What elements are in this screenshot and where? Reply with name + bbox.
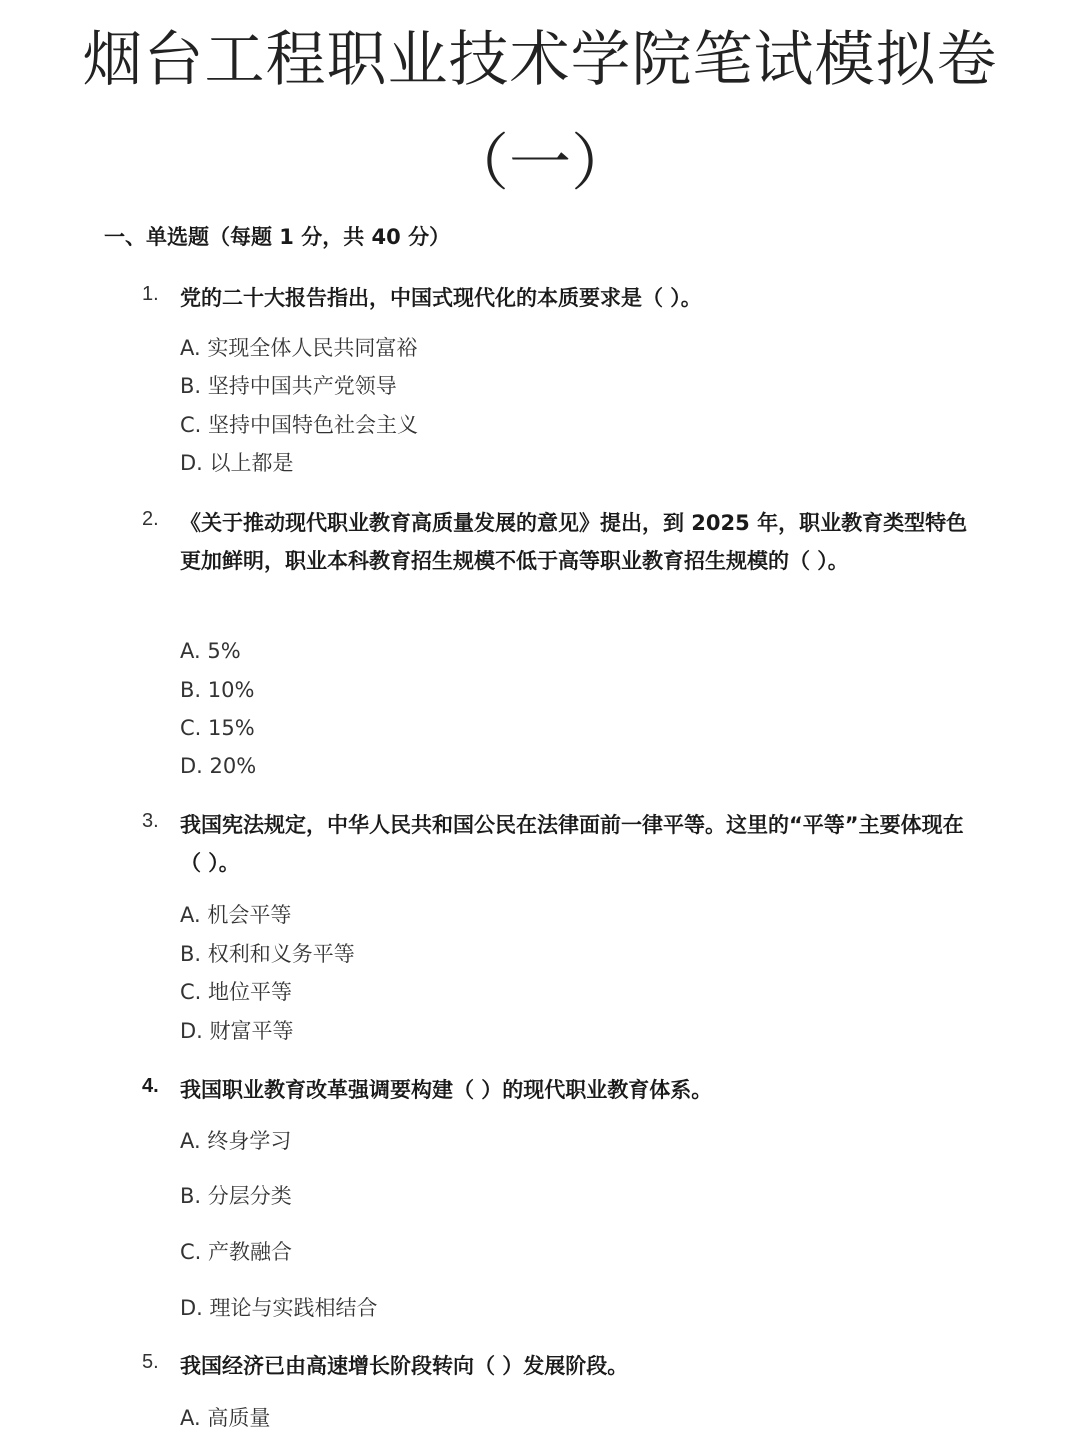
option-b: B. 坚持中国共产党领导: [180, 374, 397, 398]
exam-title-number: （一）: [446, 126, 633, 199]
section-heading: 一、单选题（每题 1 分，共 40 分）: [104, 225, 451, 249]
question-text: 我国宪法规定，中华人民共和国公民在法律面前一律平等。这里的“平等”主要体现在（ ）。: [180, 813, 964, 875]
question-text: 党的二十大报告指出，中国式现代化的本质要求是（ ）。: [180, 286, 702, 310]
option-b: B. 10%: [180, 678, 255, 702]
option-d: D. 理论与实践相结合: [180, 1296, 378, 1320]
question-number: 3.: [142, 810, 159, 832]
option-a: A. 机会平等: [180, 903, 292, 927]
option-a: A. 终身学习: [180, 1129, 292, 1153]
question-text: 我国经济已由高速增长阶段转向（ ）发展阶段。: [180, 1354, 629, 1378]
option-a: A. 5%: [180, 639, 241, 663]
option-c: C. 产教融合: [180, 1240, 293, 1264]
option-b: B. 权利和义务平等: [180, 942, 355, 966]
option-c: C. 15%: [180, 716, 255, 740]
question-number: 1.: [142, 283, 159, 305]
option-a: A. 高质量: [180, 1406, 271, 1430]
option-c: C. 地位平等: [180, 980, 293, 1004]
option-a: A. 实现全体人民共同富裕: [180, 336, 418, 360]
option-b: B. 分层分类: [180, 1184, 292, 1208]
question-number: 2.: [142, 508, 159, 530]
option-d: D. 以上都是: [180, 451, 294, 475]
question-number: 5.: [142, 1351, 159, 1373]
option-d: D. 20%: [180, 754, 257, 778]
exam-title: 烟台工程职业技术学院笔试模拟卷: [82, 25, 998, 95]
question-number: 4.: [142, 1075, 159, 1097]
option-c: C. 坚持中国特色社会主义: [180, 413, 419, 437]
option-d: D. 财富平等: [180, 1019, 294, 1043]
question-text: 《关于推动现代职业教育高质量发展的意见》提出，到 2025 年，职业教育类型特色更加鲜明，职业本科教育招生规模不低于高等职业教育招生规模的（ ）。: [180, 511, 968, 573]
question-text: 我国职业教育改革强调要构建（ ）的现代职业教育体系。: [180, 1078, 713, 1102]
